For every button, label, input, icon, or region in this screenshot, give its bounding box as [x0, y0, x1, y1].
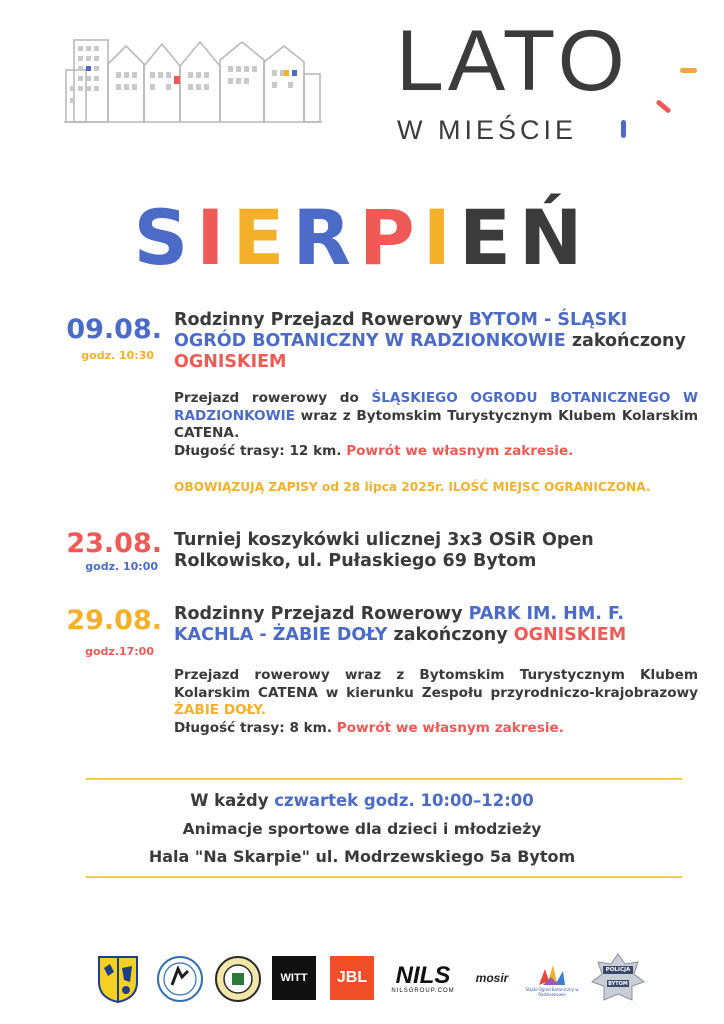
month-letter: I [422, 193, 459, 282]
title-text: zakończony [565, 331, 686, 351]
divider-top [86, 778, 682, 780]
mosir-text: mosir [475, 971, 509, 985]
police-bytom-logo [590, 952, 646, 1006]
event-description [174, 390, 698, 460]
title-highlight: PARK IM. HM. F. KACHLA - ŻABIE DOŁY [174, 604, 624, 645]
orange-dash-decoration [680, 68, 697, 73]
club-emblem-logo [214, 955, 262, 1003]
witt-text: WITT [280, 972, 308, 984]
blue-dash-decoration [621, 120, 626, 138]
event-title [174, 310, 698, 373]
brand-title: LATO [396, 13, 629, 109]
month-letter: P [358, 193, 423, 282]
botanical-garden-logo [522, 954, 582, 1006]
event-time: godz. 10:00 [85, 560, 158, 573]
title-highlight: BYTOM - ŚLĄSKI OGRÓD BOTANICZNY W RADZIONKOWIE [174, 310, 628, 351]
route-length: Długość trasy: 12 km. [174, 442, 342, 459]
month-letter: E [458, 193, 519, 282]
title-highlight: OGNISKIEM [174, 352, 287, 372]
registration-note: OBOWIĄZUJĄ ZAPISY od 28 lipca 2025r. ILOŚĆ MIEJSC OGRANICZONA. [174, 480, 651, 494]
title-line: Turniej koszykówki ulicznej 3x3 OSiR Open [174, 530, 594, 550]
event-date: 09.08. [66, 314, 162, 345]
sponsor-logos [96, 952, 656, 1006]
nils-url: NILSGROUP.COM [391, 988, 455, 994]
event-description [174, 667, 698, 737]
event-date: 23.08. [66, 528, 162, 559]
event-time: godz.17:00 [85, 645, 154, 658]
body-text: Przejazd rowerowy wraz z Bytomskim Turystycznym Klubem Kolarskim CATENA w kierunku Zespołu przyrodniczo-krajobrazowy [174, 667, 698, 701]
title-text: zakończony [387, 625, 514, 645]
route-length: Długość trasy: 8 km. [174, 719, 333, 736]
weekly-prefix: W każdy [190, 791, 275, 810]
weekly-venue: Hala "Na Skarpie" ul. Modrzewskiego 5a Bytom [148, 847, 576, 866]
nils-logo [386, 958, 460, 1000]
month-letter: S [133, 193, 197, 282]
divider-bottom [86, 876, 682, 878]
title-highlight: OGNISKIEM [513, 625, 627, 645]
police-text-bottom: BYTOM [608, 981, 628, 987]
police-text-top: POLICJA [605, 967, 631, 973]
title-line: Rolkowisko, ul. Pułaskiego 69 Bytom [174, 551, 537, 571]
return-note: Powrót we własnym zakresie. [346, 442, 574, 459]
weekly-schedule [0, 793, 724, 810]
body-text: wraz z Bytomskim Turystycznym Klubem Kolarskim CATENA. [174, 407, 698, 441]
weekly-time: czwartek godz. 10:00–12:00 [274, 791, 534, 810]
red-dash-decoration [655, 99, 671, 114]
return-note: Powrót we własnym zakresie. [336, 719, 564, 736]
jbl-logo [330, 956, 374, 1000]
month-letter: E [232, 193, 293, 282]
title-text: Rodzinny Przejazd Rowerowy [174, 310, 469, 330]
month-letter: I [196, 193, 233, 282]
bytom-coat-of-arms-logo [96, 954, 140, 1004]
nils-text: NILS [395, 962, 451, 989]
body-text: Przejazd rowerowy do [174, 390, 372, 406]
jbl-text: JBL [336, 969, 368, 986]
mosir-logo [468, 962, 516, 994]
brand-subtitle: W MIEŚCIE [397, 115, 578, 145]
title-text: Rodzinny Przejazd Rowerowy [174, 604, 469, 624]
body-highlight: ŻABIE DOŁY. [174, 702, 267, 718]
month-letter: Ń [518, 193, 591, 282]
buildings-illustration [62, 36, 324, 126]
event-title [174, 530, 698, 572]
botanical-garden-text: Śląski Ogród Botaniczny w Radzionkowie [525, 987, 579, 997]
month-letter: R [292, 193, 359, 282]
body-highlight: ŚLĄSKIEGO OGRODU BOTANICZNEGO W RADZIONKOWIE [174, 390, 699, 424]
event-title [174, 604, 698, 646]
witt-logo [272, 956, 316, 1000]
event-time: godz. 10:30 [81, 349, 154, 362]
month-heading [0, 193, 724, 282]
weekly-activity: Animacje sportowe dla dzieci i młodzieży [182, 820, 542, 838]
osir-logo [156, 955, 204, 1003]
event-date: 29.08. [66, 605, 162, 636]
